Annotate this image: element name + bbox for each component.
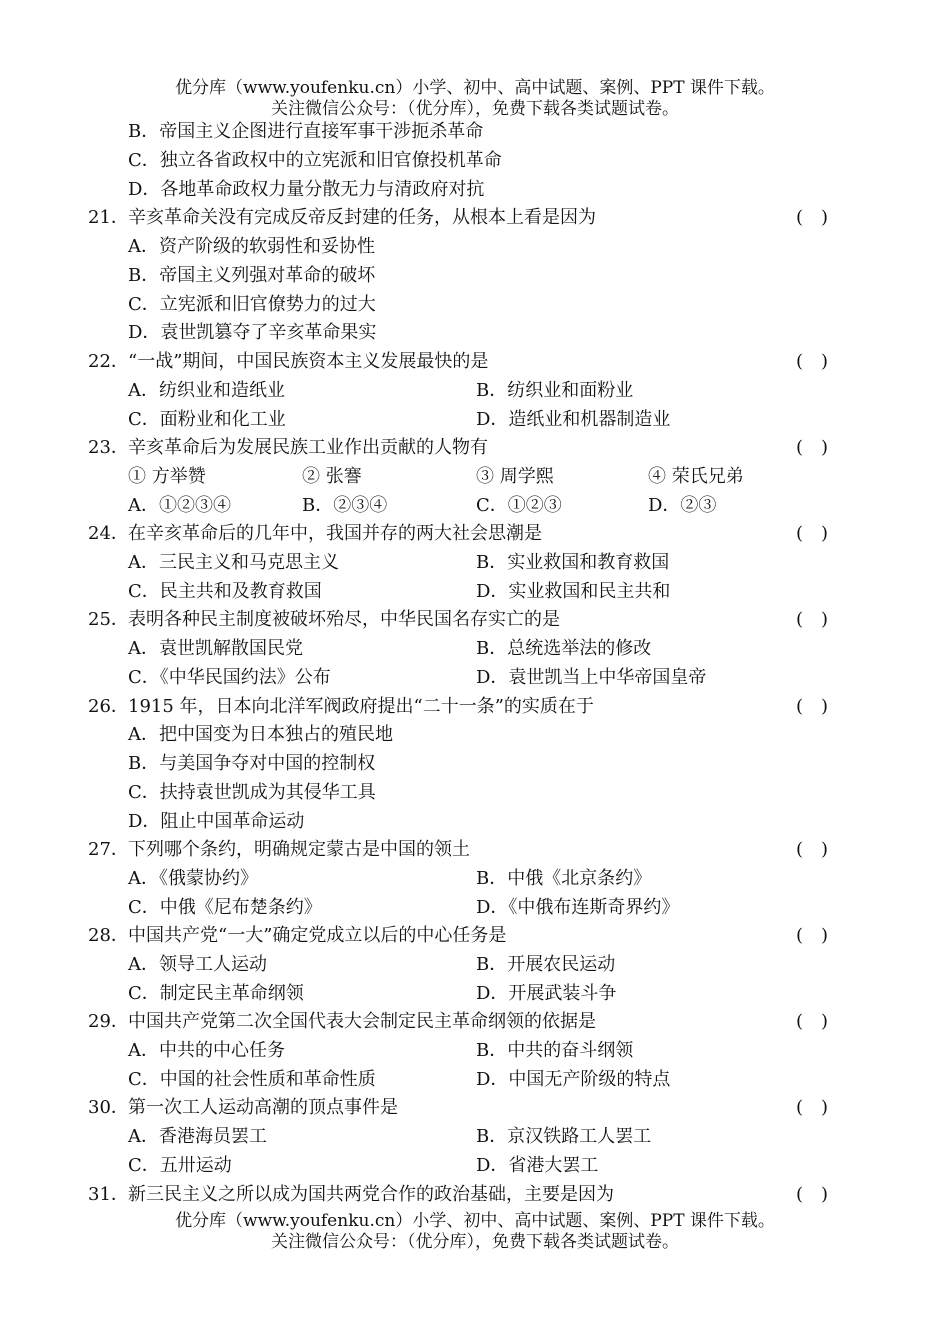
q26-option-c: C．扶持袁世凯成为其侵华工具 — [128, 782, 376, 803]
q21-option-d: D．袁世凯篡夺了辛亥革命果实 — [128, 322, 377, 343]
q28-option-c: C．制定民主革命纲领 — [128, 983, 304, 1004]
q21-option-b: B．帝国主义列强对革命的破坏 — [128, 265, 376, 286]
q23-answer-bracket: ( ) — [796, 437, 829, 458]
q28-number: 28． — [88, 925, 129, 946]
q21-number: 21． — [88, 207, 129, 228]
q27-option-b: B．中俄《北京条约》 — [476, 868, 652, 889]
q25-stem: 表明各种民主制度被破坏殆尽，中华民国名存实亡的是 — [128, 609, 560, 630]
q25-option-c: C．《中华民国约法》公布 — [128, 667, 331, 688]
q21-option-c: C．立宪派和旧官僚势力的过大 — [128, 294, 376, 315]
q23-option-c: C．①②③ — [476, 495, 562, 516]
q30-answer-bracket: ( ) — [796, 1097, 829, 1118]
q24-option-c: C．民主共和及教育救国 — [128, 581, 322, 602]
q24-answer-bracket: ( ) — [796, 523, 829, 544]
q30-option-b: B．京汉铁路工人罢工 — [476, 1126, 652, 1147]
q25-option-d: D．袁世凯当上中华帝国皇帝 — [476, 667, 707, 688]
q29-option-d: D．中国无产阶级的特点 — [476, 1069, 671, 1090]
q31-number: 31． — [88, 1184, 129, 1205]
q30-stem: 第一次工人运动高潮的顶点事件是 — [128, 1097, 398, 1118]
q29-stem: 中国共产党第二次全国代表大会制定民主革命纲领的依据是 — [128, 1011, 596, 1032]
q24-option-b: B．实业救国和教育救国 — [476, 552, 670, 573]
q26-stem: 1915 年，日本向北洋军阀政府提出“二十一条”的实质在于 — [128, 696, 594, 717]
q29-answer-bracket: ( ) — [796, 1011, 829, 1032]
q27-option-c: C．中俄《尼布楚条约》 — [128, 897, 322, 918]
q22-option-a: A．纺织业和造纸业 — [128, 380, 285, 401]
q23-stem: 辛亥革命后为发展民族工业作出贡献的人物有 — [128, 437, 488, 458]
q23-number: 23． — [88, 437, 129, 458]
q25-answer-bracket: ( ) — [796, 609, 829, 630]
q20-option-c: C．独立各省政权中的立宪派和旧官僚投机革命 — [128, 150, 502, 171]
q27-answer-bracket: ( ) — [796, 839, 829, 860]
q28-option-a: A．领导工人运动 — [128, 954, 267, 975]
q28-option-b: B．开展农民运动 — [476, 954, 616, 975]
q23-item-4: ④ 荣氏兄弟 — [648, 466, 744, 487]
q22-answer-bracket: ( ) — [796, 351, 829, 372]
q20-option-b: B．帝国主义企图进行直接军事干涉扼杀革命 — [128, 121, 484, 142]
q25-option-a: A．袁世凯解散国民党 — [128, 638, 303, 659]
q22-option-b: B．纺织业和面粉业 — [476, 380, 634, 401]
q28-option-d: D．开展武装斗争 — [476, 983, 617, 1004]
q25-number: 25． — [88, 609, 129, 630]
q27-number: 27． — [88, 839, 129, 860]
q27-option-a: A．《俄蒙协约》 — [128, 868, 258, 889]
q29-option-c: C．中国的社会性质和革命性质 — [128, 1069, 376, 1090]
q24-stem: 在辛亥革命后的几年中，我国并存的两大社会思潮是 — [128, 523, 542, 544]
q21-stem: 辛亥革命关没有完成反帝反封建的任务，从根本上看是因为 — [128, 207, 596, 228]
header-line-2: 关注微信公众号：（优分库），免费下载各类试题试卷。 — [271, 99, 679, 119]
q24-number: 24． — [88, 523, 129, 544]
footer-line-2: 关注微信公众号：（优分库），免费下载各类试题试卷。 — [271, 1232, 679, 1252]
q24-option-a: A．三民主义和马克思主义 — [128, 552, 339, 573]
q28-stem: 中国共产党“一大”确定党成立以后的中心任务是 — [128, 925, 507, 946]
q29-option-a: A．中共的中心任务 — [128, 1040, 285, 1061]
q22-option-d: D．造纸业和机器制造业 — [476, 409, 671, 430]
q31-answer-bracket: ( ) — [796, 1184, 829, 1205]
header-line-1: 优分库（www.youfenku.cn）小学、初中、高中试题、案例、PPT 课件下载。 — [175, 78, 775, 98]
q24-option-d: D．实业救国和民主共和 — [476, 581, 671, 602]
q26-option-b: B．与美国争夺对中国的控制权 — [128, 753, 376, 774]
q26-number: 26． — [88, 696, 129, 717]
q27-option-d: D．《中俄布连斯奇界约》 — [476, 897, 680, 918]
q25-option-b: B．总统选举法的修改 — [476, 638, 652, 659]
q29-number: 29． — [88, 1011, 129, 1032]
q23-item-1: ① 方举赞 — [128, 466, 206, 487]
q20-option-d: D．各地革命政权力量分散无力与清政府对抗 — [128, 179, 485, 200]
q28-answer-bracket: ( ) — [796, 925, 829, 946]
q23-item-2: ② 张謇 — [302, 466, 362, 487]
q30-option-a: A．香港海员罢工 — [128, 1126, 267, 1147]
q22-option-c: C．面粉业和化工业 — [128, 409, 286, 430]
q23-item-3: ③ 周学熙 — [476, 466, 554, 487]
q26-option-d: D．阻止中国革命运动 — [128, 811, 305, 832]
q30-option-c: C．五卅运动 — [128, 1155, 232, 1176]
footer-line-1: 优分库（www.youfenku.cn）小学、初中、高中试题、案例、PPT 课件下载。 — [175, 1211, 775, 1231]
q22-number: 22． — [88, 351, 129, 372]
q31-stem: 新三民主义之所以成为国共两党合作的政治基础，主要是因为 — [128, 1184, 614, 1205]
q23-option-b: B．②③④ — [302, 495, 388, 516]
q27-stem: 下列哪个条约，明确规定蒙古是中国的领土 — [128, 839, 470, 860]
q21-option-a: A．资产阶级的软弱性和妥协性 — [128, 236, 375, 257]
q29-option-b: B．中共的奋斗纲领 — [476, 1040, 634, 1061]
q23-option-d: D．②③ — [648, 495, 717, 516]
q30-option-d: D．省港大罢工 — [476, 1155, 599, 1176]
q26-option-a: A．把中国变为日本独占的殖民地 — [128, 724, 393, 745]
q23-option-a: A．①②③④ — [128, 495, 231, 516]
q21-answer-bracket: ( ) — [796, 207, 829, 228]
q22-stem: “一战”期间，中国民族资本主义发展最快的是 — [128, 351, 489, 372]
q30-number: 30． — [88, 1097, 129, 1118]
q26-answer-bracket: ( ) — [796, 696, 829, 717]
